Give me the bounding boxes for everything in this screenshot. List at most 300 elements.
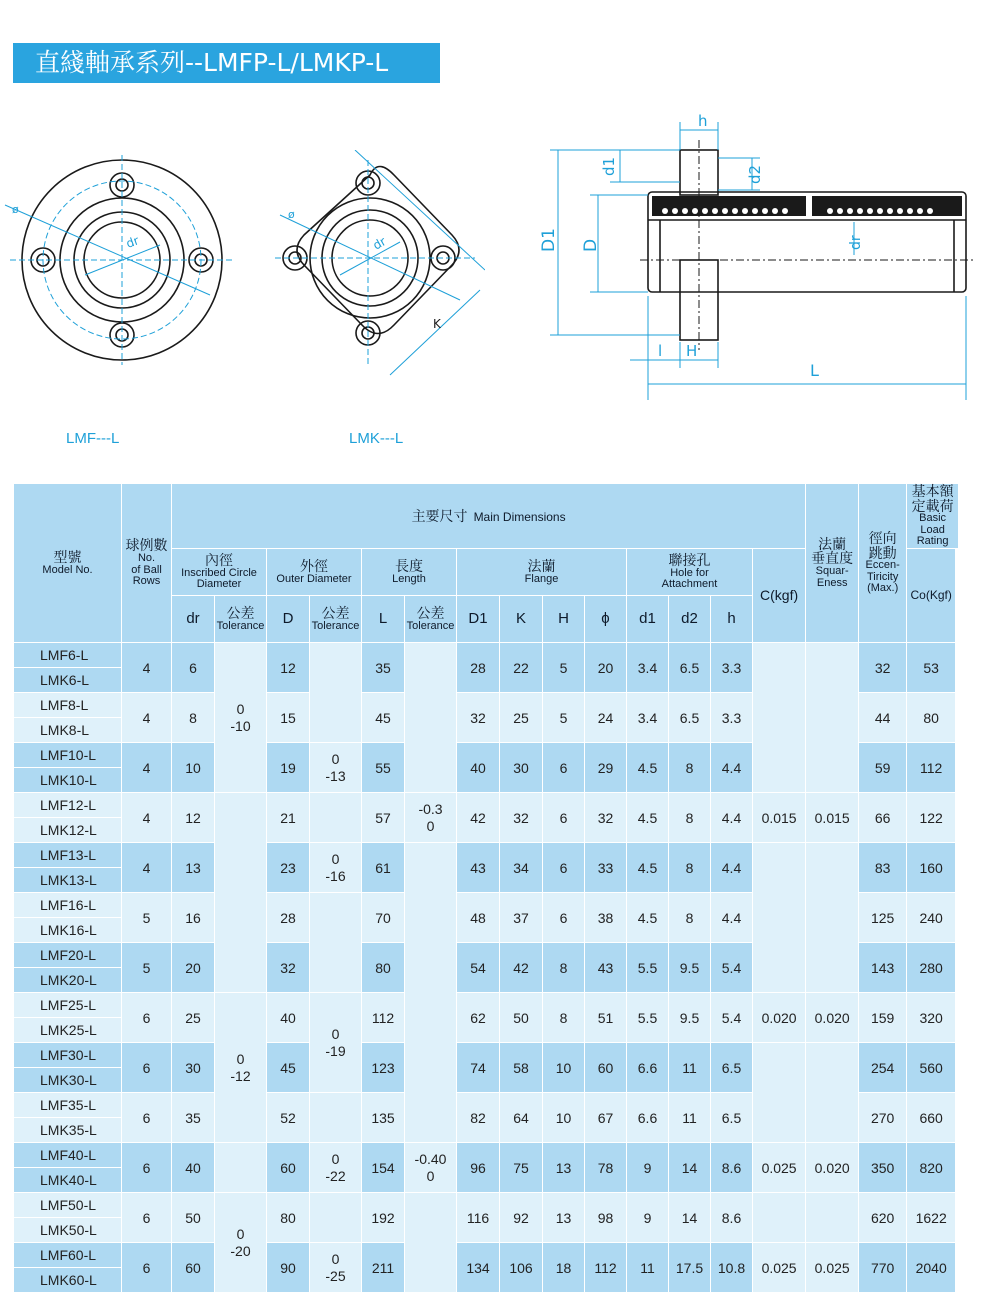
co-load-cell: 1622	[907, 1193, 956, 1243]
col-header-H: H	[543, 596, 585, 643]
D-cell: 45	[267, 1043, 310, 1093]
H-cell: 6	[543, 743, 585, 793]
D-tolerance-cell	[310, 1193, 362, 1243]
balls-cell: 6	[122, 1243, 172, 1293]
eccentricity-cell	[806, 843, 859, 993]
K-cell: 64	[500, 1093, 543, 1143]
d1-cell: 5.5	[627, 943, 669, 993]
D1-cell: 40	[457, 743, 500, 793]
lmf-figure-label: LMF---L	[66, 430, 120, 447]
d2-cell: 11	[669, 1043, 711, 1093]
dr-cell: 6	[172, 643, 215, 693]
balls-cell: 6	[122, 993, 172, 1043]
model-cell: LMK13-L	[14, 868, 122, 893]
D-cell: 80	[267, 1193, 310, 1243]
model-cell: LMK50-L	[14, 1218, 122, 1243]
table-row	[14, 1043, 959, 1068]
L-cell: 35	[362, 643, 405, 693]
h-cell: 3.3	[711, 643, 753, 693]
length-header: 長度 Length	[362, 549, 457, 596]
col-header-h: h	[711, 596, 753, 643]
side-d1-label: d1	[600, 156, 618, 176]
H-cell: 8	[543, 993, 585, 1043]
model-cell: LMF25-L	[14, 993, 122, 1018]
H-cell: 18	[543, 1243, 585, 1293]
d1-cell: 4.5	[627, 843, 669, 893]
D-cell: 60	[267, 1143, 310, 1193]
side-D-label: D	[581, 238, 601, 252]
L-cell: 70	[362, 893, 405, 943]
col-header-D1: D1	[457, 596, 500, 643]
D1-cell: 134	[457, 1243, 500, 1293]
hole-header: 聯接孔 Hole for Attachment	[627, 549, 753, 596]
d2-cell: 9.5	[669, 943, 711, 993]
d1-cell: 4.5	[627, 743, 669, 793]
phi-cell: 20	[585, 643, 627, 693]
K-cell: 34	[500, 843, 543, 893]
eccentricity-cell: 0.020	[806, 1143, 859, 1193]
tolerance-upper: 0	[331, 1026, 340, 1043]
dr-tolerance-cell	[215, 1193, 267, 1293]
model-cell: LMK60-L	[14, 1268, 122, 1293]
tolerance-upper: -0.40	[414, 1151, 447, 1168]
col-header-d2: d2	[669, 596, 711, 643]
model-cell: LMK16-L	[14, 918, 122, 943]
K-cell: 32	[500, 793, 543, 843]
tolerance-lower: -20	[230, 1242, 251, 1259]
D-tolerance-cell	[310, 1143, 362, 1193]
col-header-L: L	[362, 596, 405, 643]
L-cell: 57	[362, 793, 405, 843]
d2-cell: 11	[669, 1093, 711, 1143]
co-load-cell: 320	[907, 993, 956, 1043]
tolerance-upper: 0	[236, 701, 245, 718]
dr-cell: 10	[172, 743, 215, 793]
side-d2-label: d2	[746, 164, 764, 184]
model-cell: LMF13-L	[14, 843, 122, 868]
model-cell: LMK30-L	[14, 1068, 122, 1093]
squareness-cell	[753, 1193, 806, 1243]
co-load-cell: 160	[907, 843, 956, 893]
lmf-phi-label: ø	[12, 203, 19, 216]
L-tolerance-cell	[405, 843, 457, 1143]
D-cell: 28	[267, 893, 310, 943]
L-tolerance-cell	[405, 1193, 457, 1293]
D-tolerance-cell	[310, 893, 362, 993]
D1-cell: 48	[457, 893, 500, 943]
table-row	[14, 843, 959, 868]
side-h-label: h	[698, 112, 708, 130]
co-load-cell: 112	[907, 743, 956, 793]
D-cell: 90	[267, 1243, 310, 1293]
model-cell: LMK12-L	[14, 818, 122, 843]
side-H-label: H	[686, 342, 698, 360]
dr-cell: 20	[172, 943, 215, 993]
phi-cell: 24	[585, 693, 627, 743]
model-cell: LMF35-L	[14, 1093, 122, 1118]
lmf-dr-label: dr	[124, 233, 141, 251]
c-load-cell: 59	[859, 743, 907, 793]
side-section-drawing	[530, 110, 980, 405]
model-cell: LMF50-L	[14, 1193, 122, 1218]
col-header-eccentricity: 徑向 跳動 Eccen- Tiricity (Max.)	[859, 484, 907, 643]
d1-cell: 4.5	[627, 793, 669, 843]
D-tolerance-cell	[310, 843, 362, 893]
K-cell: 58	[500, 1043, 543, 1093]
table-row	[14, 993, 959, 1018]
L-cell: 61	[362, 843, 405, 893]
tolerance-upper: 0	[331, 1251, 340, 1268]
balls-cell: 4	[122, 743, 172, 793]
lmk-front-view-drawing	[270, 150, 485, 390]
balls-cell: 4	[122, 793, 172, 843]
main-dimensions-header: 主要尺寸 Main Dimensions	[172, 484, 806, 549]
tolerance-lower: -16	[325, 867, 346, 884]
side-L-label: L	[810, 361, 819, 380]
D-cell: 23	[267, 843, 310, 893]
d2-cell: 17.5	[669, 1243, 711, 1293]
model-cell: LMF30-L	[14, 1043, 122, 1068]
eccentricity-cell	[806, 643, 859, 793]
dr-cell: 50	[172, 1193, 215, 1243]
L-cell: 192	[362, 1193, 405, 1243]
eccentricity-cell: 0.020	[806, 993, 859, 1043]
model-cell: LMF6-L	[14, 643, 122, 668]
dr-tolerance-cell	[215, 643, 267, 793]
D-tolerance-cell	[310, 743, 362, 793]
dr-tolerance-cell	[215, 993, 267, 1143]
phi-cell: 43	[585, 943, 627, 993]
H-cell: 13	[543, 1193, 585, 1243]
L-cell: 112	[362, 993, 405, 1043]
dr-cell: 13	[172, 843, 215, 893]
h-cell: 4.4	[711, 893, 753, 943]
d2-cell: 8	[669, 843, 711, 893]
lmk-phi-label: ø	[288, 208, 295, 221]
h-cell: 4.4	[711, 843, 753, 893]
L-tolerance-cell	[405, 793, 457, 843]
h-cell: 8.6	[711, 1193, 753, 1243]
co-load-cell: 240	[907, 893, 956, 943]
D-cell: 15	[267, 693, 310, 743]
squareness-cell	[753, 1043, 806, 1143]
dr-cell: 60	[172, 1243, 215, 1293]
tolerance-lower: -10	[230, 717, 251, 734]
load-rating-header: 基本額定載荷 Basic Load Rating	[907, 484, 959, 549]
lmk-figure-label: LMK---L	[349, 430, 404, 447]
model-cell: LMF12-L	[14, 793, 122, 818]
col-header-dr-tol: 公差 Tolerance	[215, 596, 267, 643]
K-cell: 92	[500, 1193, 543, 1243]
K-cell: 106	[500, 1243, 543, 1293]
h-cell: 4.4	[711, 743, 753, 793]
model-cell: LMK20-L	[14, 968, 122, 993]
co-load-cell: 660	[907, 1093, 956, 1143]
tolerance-lower: 0	[426, 1167, 435, 1184]
side-D1-label: D1	[539, 228, 559, 252]
lmk-dr-label: dr	[370, 234, 389, 253]
L-cell: 55	[362, 743, 405, 793]
D1-cell: 54	[457, 943, 500, 993]
side-dr-label: dr	[848, 235, 864, 250]
c-load-cell: 270	[859, 1093, 907, 1143]
dr-cell: 16	[172, 893, 215, 943]
H-cell: 13	[543, 1143, 585, 1193]
D-cell: 12	[267, 643, 310, 693]
K-cell: 25	[500, 693, 543, 743]
dr-tolerance-cell	[215, 1143, 267, 1193]
d2-cell: 9.5	[669, 993, 711, 1043]
model-cell: LMK6-L	[14, 668, 122, 693]
model-cell: LMK35-L	[14, 1118, 122, 1143]
c-load-cell: 159	[859, 993, 907, 1043]
table-row	[14, 1193, 959, 1218]
L-cell: 135	[362, 1093, 405, 1143]
D-cell: 32	[267, 943, 310, 993]
model-cell: LMF8-L	[14, 693, 122, 718]
flange-header: 法蘭 Flange	[457, 549, 627, 596]
H-cell: 6	[543, 793, 585, 843]
dr-cell: 25	[172, 993, 215, 1043]
H-cell: 6	[543, 843, 585, 893]
D-tolerance-cell	[310, 993, 362, 1093]
phi-cell: 67	[585, 1093, 627, 1143]
K-cell: 37	[500, 893, 543, 943]
col-header-D: D	[267, 596, 310, 643]
model-cell: LMK10-L	[14, 768, 122, 793]
d2-cell: 14	[669, 1193, 711, 1243]
d1-cell: 3.4	[627, 643, 669, 693]
D1-cell: 62	[457, 993, 500, 1043]
col-header-D-tol: 公差 Tolerance	[310, 596, 362, 643]
model-cell: LMK8-L	[14, 718, 122, 743]
col-header-K: K	[500, 596, 543, 643]
h-cell: 8.6	[711, 1143, 753, 1193]
balls-cell: 6	[122, 1193, 172, 1243]
balls-cell: 4	[122, 643, 172, 693]
balls-cell: 5	[122, 893, 172, 943]
dr-tolerance-cell	[215, 793, 267, 993]
col-header-c: C(kgf)	[753, 549, 806, 643]
dr-cell: 12	[172, 793, 215, 843]
d1-cell: 6.6	[627, 1093, 669, 1143]
D-cell: 19	[267, 743, 310, 793]
H-cell: 10	[543, 1043, 585, 1093]
c-load-cell: 254	[859, 1043, 907, 1093]
tolerance-lower: -12	[230, 1067, 251, 1084]
H-cell: 10	[543, 1093, 585, 1143]
tolerance-upper: 0	[236, 1051, 245, 1068]
L-cell: 211	[362, 1243, 405, 1293]
h-cell: 6.5	[711, 1093, 753, 1143]
c-load-cell: 32	[859, 643, 907, 693]
phi-cell: 29	[585, 743, 627, 793]
eccentricity-cell: 0.025	[806, 1243, 859, 1293]
col-header-co: Co(Kgf)	[907, 549, 956, 643]
inscribed-header: 內徑 Inscribed Circle Diameter	[172, 549, 267, 596]
co-load-cell: 53	[907, 643, 956, 693]
D-cell: 21	[267, 793, 310, 843]
d2-cell: 6.5	[669, 643, 711, 693]
model-cell: LMK25-L	[14, 1018, 122, 1043]
dr-cell: 8	[172, 693, 215, 743]
K-cell: 42	[500, 943, 543, 993]
col-header-dr: dr	[172, 596, 215, 643]
co-load-cell: 2040	[907, 1243, 956, 1293]
co-load-cell: 80	[907, 693, 956, 743]
lmk-k-label: K	[433, 317, 441, 331]
h-cell: 4.4	[711, 793, 753, 843]
model-cell: LMF10-L	[14, 743, 122, 768]
tolerance-upper: 0	[331, 1151, 340, 1168]
D1-cell: 32	[457, 693, 500, 743]
c-load-cell: 83	[859, 843, 907, 893]
tolerance-upper: 0	[331, 851, 340, 868]
h-cell: 6.5	[711, 1043, 753, 1093]
balls-cell: 6	[122, 1043, 172, 1093]
model-cell: LMF16-L	[14, 893, 122, 918]
squareness-cell: 0.025	[753, 1143, 806, 1193]
K-cell: 75	[500, 1143, 543, 1193]
page-title: 直綫軸承系列--LMFP-L/LMKP-L	[35, 48, 389, 77]
tolerance-lower: 0	[426, 817, 435, 834]
squareness-cell: 0.025	[753, 1243, 806, 1293]
h-cell: 10.8	[711, 1243, 753, 1293]
tolerance-upper: 0	[331, 751, 340, 768]
phi-cell: 51	[585, 993, 627, 1043]
D1-cell: 116	[457, 1193, 500, 1243]
co-load-cell: 280	[907, 943, 956, 993]
eccentricity-cell	[806, 1193, 859, 1243]
d2-cell: 8	[669, 893, 711, 943]
squareness-cell	[753, 643, 806, 793]
c-load-cell: 44	[859, 693, 907, 743]
L-cell: 123	[362, 1043, 405, 1093]
phi-cell: 112	[585, 1243, 627, 1293]
D-tolerance-cell	[310, 793, 362, 843]
D-tolerance-cell	[310, 643, 362, 743]
L-tolerance-cell	[405, 643, 457, 793]
d1-cell: 9	[627, 1143, 669, 1193]
d2-cell: 8	[669, 743, 711, 793]
col-header-balls: 球例數 No. of Ball Rows	[122, 484, 172, 643]
col-header-d1: d1	[627, 596, 669, 643]
K-cell: 30	[500, 743, 543, 793]
phi-cell: 98	[585, 1193, 627, 1243]
K-cell: 22	[500, 643, 543, 693]
tolerance-lower: -25	[325, 1267, 346, 1284]
dr-cell: 40	[172, 1143, 215, 1193]
d1-cell: 4.5	[627, 893, 669, 943]
co-load-cell: 122	[907, 793, 956, 843]
phi-cell: 60	[585, 1043, 627, 1093]
lmf-front-view-drawing	[0, 150, 245, 380]
D1-cell: 82	[457, 1093, 500, 1143]
phi-cell: 38	[585, 893, 627, 943]
side-l-label: l	[658, 342, 663, 360]
c-load-cell: 125	[859, 893, 907, 943]
H-cell: 6	[543, 893, 585, 943]
balls-cell: 4	[122, 693, 172, 743]
c-load-cell: 66	[859, 793, 907, 843]
L-cell: 154	[362, 1143, 405, 1193]
tolerance-lower: -19	[325, 1042, 346, 1059]
c-load-cell: 770	[859, 1243, 907, 1293]
col-header-squareness: 法蘭 垂直度 Squar- Eness	[806, 484, 859, 643]
c-load-cell: 620	[859, 1193, 907, 1243]
c-load-cell: 143	[859, 943, 907, 993]
col-header-model: 型號 Model No.	[14, 484, 122, 643]
D1-cell: 74	[457, 1043, 500, 1093]
L-cell: 45	[362, 693, 405, 743]
H-cell: 5	[543, 693, 585, 743]
h-cell: 3.3	[711, 693, 753, 743]
dr-cell: 30	[172, 1043, 215, 1093]
model-cell: LMK40-L	[14, 1168, 122, 1193]
title-banner	[13, 43, 440, 83]
model-cell: LMF40-L	[14, 1143, 122, 1168]
outer-header: 外徑 Outer Diameter	[267, 549, 362, 596]
dr-cell: 35	[172, 1093, 215, 1143]
phi-cell: 33	[585, 843, 627, 893]
h-cell: 5.4	[711, 993, 753, 1043]
tolerance-upper: 0	[236, 1226, 245, 1243]
balls-cell: 6	[122, 1093, 172, 1143]
d2-cell: 14	[669, 1143, 711, 1193]
d2-cell: 6.5	[669, 693, 711, 743]
col-header-L-tol: 公差 Tolerance	[405, 596, 457, 643]
tolerance-lower: -13	[325, 767, 346, 784]
L-tolerance-cell	[405, 1143, 457, 1193]
phi-cell: 32	[585, 793, 627, 843]
D-tolerance-cell	[310, 1093, 362, 1143]
d1-cell: 3.4	[627, 693, 669, 743]
table-row	[14, 1143, 959, 1168]
D1-cell: 28	[457, 643, 500, 693]
col-header-phi: ϕ	[585, 596, 627, 643]
d1-cell: 11	[627, 1243, 669, 1293]
table-row	[14, 643, 959, 668]
H-cell: 5	[543, 643, 585, 693]
K-cell: 50	[500, 993, 543, 1043]
eccentricity-cell	[806, 1043, 859, 1143]
co-load-cell: 820	[907, 1143, 956, 1193]
tolerance-upper: -0.3	[418, 801, 443, 818]
d2-cell: 8	[669, 793, 711, 843]
spec-table	[13, 483, 959, 1293]
squareness-cell	[753, 843, 806, 993]
squareness-cell: 0.020	[753, 993, 806, 1043]
d1-cell: 9	[627, 1193, 669, 1243]
balls-cell: 6	[122, 1143, 172, 1193]
D1-cell: 43	[457, 843, 500, 893]
phi-cell: 78	[585, 1143, 627, 1193]
h-cell: 5.4	[711, 943, 753, 993]
table-row	[14, 793, 959, 818]
model-cell: LMF20-L	[14, 943, 122, 968]
balls-cell: 5	[122, 943, 172, 993]
balls-cell: 4	[122, 843, 172, 893]
squareness-cell: 0.015	[753, 793, 806, 843]
D-tolerance-cell	[310, 1243, 362, 1293]
model-cell: LMF60-L	[14, 1243, 122, 1268]
co-load-cell: 560	[907, 1043, 956, 1093]
tolerance-lower: -22	[325, 1167, 346, 1184]
spec-table-body	[14, 643, 959, 1293]
D-cell: 52	[267, 1093, 310, 1143]
H-cell: 8	[543, 943, 585, 993]
D1-cell: 42	[457, 793, 500, 843]
